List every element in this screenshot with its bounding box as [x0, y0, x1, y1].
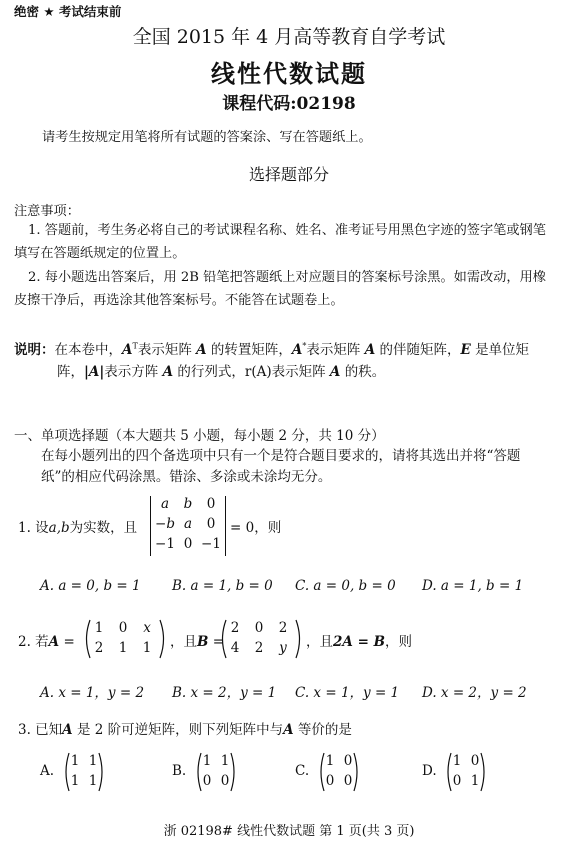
- question-2-matrix-B: [218, 618, 304, 660]
- matrix-cell: 1: [70, 753, 80, 769]
- answer-instruction: 请考生按规定用笔将所有试题的答案涂、写在答题纸上。: [42, 130, 372, 145]
- text: 等价的是: [297, 722, 352, 738]
- question-1-determinant: [150, 496, 226, 556]
- question-2-B-label: [170, 630, 224, 650]
- q3-option-c-label: C.: [295, 763, 310, 779]
- q3-option-b-matrix: [194, 751, 238, 793]
- q2-option-b: B. x = 2，y = 1: [172, 685, 277, 701]
- matrix-cell: 0: [118, 620, 128, 636]
- math-eq: =: [212, 634, 225, 650]
- matrix-cell: 0: [202, 773, 212, 789]
- matrix-cell: x: [143, 620, 151, 636]
- det-bar-left: [150, 496, 151, 556]
- question-2-matrix-A: [82, 618, 168, 660]
- matrix-cell: 2: [278, 620, 288, 636]
- confidential-mark: 绝密 ★ 考试结束前: [14, 4, 122, 19]
- matrix-cell: 0: [254, 620, 264, 636]
- matrix-cell: 1: [452, 753, 462, 769]
- math-A: A: [162, 364, 174, 380]
- math-abs-A: |A|: [84, 364, 105, 380]
- det-cell: 0: [206, 516, 216, 532]
- matrix-cell: 4: [230, 640, 240, 656]
- part-1-heading: 一、单项选择题（本大题共 5 小题，每小题 2 分，共 10 分）: [14, 428, 385, 444]
- det-cell: a: [183, 516, 193, 532]
- matrix-cell: 0: [220, 773, 230, 789]
- det-cell: b: [183, 496, 193, 512]
- text: ，且: [306, 634, 333, 650]
- page-footer: 浙 02198# 线性代数试题 第 1 页(共 3 页): [163, 824, 415, 839]
- text: 3. 已知: [18, 722, 63, 738]
- text: 表示矩阵: [137, 342, 192, 358]
- q3-option-a-label: A.: [40, 763, 55, 779]
- math-A: A: [291, 342, 303, 358]
- text: 的行列式，: [177, 364, 245, 380]
- matrix-cell: 1: [220, 753, 230, 769]
- q3-option-b-label: B.: [172, 763, 187, 779]
- text: 是单位矩: [475, 342, 530, 358]
- matrix-cell: y: [279, 640, 287, 656]
- text: 在本卷中，: [54, 342, 122, 358]
- matrix-cell: 0: [470, 753, 480, 769]
- paper-title: 线性代数试题: [211, 60, 367, 88]
- q1-option-c: C. a = 0, b = 0: [295, 578, 396, 594]
- q2-option-c: C. x = 1，y = 1: [295, 685, 400, 701]
- exam-name: 全国 2015 年 4 月高等教育自学考试: [132, 26, 446, 48]
- text: 阵，: [57, 364, 84, 380]
- matrix-cell: 2: [254, 640, 264, 656]
- math-A: A: [283, 722, 294, 738]
- text: 表示矩阵: [271, 364, 326, 380]
- matrix-cell: 1: [118, 640, 128, 656]
- math-A: A: [62, 722, 73, 738]
- question-1-stem-end: = 0，则: [230, 520, 282, 536]
- math-A: A: [122, 342, 133, 358]
- det-bar-right: [225, 496, 226, 556]
- det-cell: −1: [155, 536, 175, 552]
- text: 是 2 阶可逆矩阵，则下列矩阵中与: [76, 722, 284, 738]
- matrix-cell: 0: [452, 773, 462, 789]
- text: 表示矩阵: [306, 342, 361, 358]
- math-A: A: [329, 364, 341, 380]
- math-A: A: [48, 634, 60, 650]
- math-ab: a,b: [48, 520, 70, 536]
- part-1-instruction-line-1: 在每小题列出的四个备选项中只有一个是符合题目要求的，请将其选出并将“答题: [41, 448, 521, 464]
- text: 的伴随矩阵，: [379, 342, 461, 358]
- matrix-cell: 2: [94, 640, 104, 656]
- explanation-line-1: [14, 338, 529, 358]
- det-cell: 0: [206, 496, 216, 512]
- question-3-stem: [18, 718, 352, 738]
- math-E: E: [460, 342, 471, 358]
- notice-item-2-line-2: 皮擦干净后，再选涂其他答案标号。不能答在试题卷上。: [14, 293, 344, 308]
- text: 的秩。: [344, 364, 386, 380]
- math-A: A: [364, 342, 376, 358]
- matrix-cell: 1: [88, 773, 98, 789]
- q2-option-d: D. x = 2，y = 2: [422, 685, 527, 701]
- notice-item-1-line-1: 1. 答题前，考生务必将自己的考试课程名称、姓名、准考证号用黑色字迹的签字笔或钢笔: [28, 223, 546, 238]
- text: 表示方阵: [104, 364, 159, 380]
- matrix-cell: 1: [142, 640, 152, 656]
- q3-option-c-matrix: [317, 751, 361, 793]
- matrix-cell: 1: [470, 773, 480, 789]
- matrix-cell: 1: [202, 753, 212, 769]
- math-B: B: [197, 634, 209, 650]
- q1-option-d: D. a = 1, b = 1: [422, 578, 524, 594]
- text: 2. 若: [18, 634, 49, 650]
- q3-option-d-matrix: [444, 751, 488, 793]
- det-cell: a: [160, 496, 170, 512]
- text: 的转置矩阵，: [210, 342, 292, 358]
- course-code: 课程代码:02198: [222, 94, 356, 114]
- q2-option-a: A. x = 1，y = 2: [40, 685, 145, 701]
- matrix-cell: 0: [343, 773, 353, 789]
- text: ，且: [170, 634, 197, 650]
- question-2-stem: [18, 630, 75, 650]
- q1-option-b: B. a = 1, b = 0: [172, 578, 273, 594]
- text: ，则: [385, 634, 412, 650]
- section-title: 选择题部分: [248, 165, 329, 184]
- math-eq: =: [63, 634, 75, 650]
- math-sup-star: *: [302, 341, 307, 351]
- notice-item-1-line-2: 填写在答题纸规定的位置上。: [14, 246, 186, 261]
- question-2-stem-end: [306, 630, 412, 650]
- math-2A-eq-B: 2A = B: [333, 634, 385, 650]
- math-A: A: [196, 342, 207, 358]
- notice-item-2-line-1: 2. 每小题选出答案后，用 2B 铅笔把答题纸上对应题目的答案标号涂黑。如需改动，用橡: [28, 270, 546, 285]
- math-sup-T: T: [132, 341, 138, 351]
- matrix-cell: 0: [343, 753, 353, 769]
- matrix-cell: 1: [70, 773, 80, 789]
- matrix-cell: 1: [88, 753, 98, 769]
- math-rank-A: r(A): [244, 364, 272, 380]
- det-cell: −1: [201, 536, 221, 552]
- part-1-instruction-line-2: 纸”的相应代码涂黑。错涂、多涂或未涂均无分。: [41, 469, 332, 485]
- matrix-cell: 2: [230, 620, 240, 636]
- q3-option-d-label: D.: [422, 763, 437, 779]
- det-cell: −b: [155, 516, 175, 532]
- question-1-stem: [18, 516, 137, 536]
- matrix-cell: 0: [325, 773, 335, 789]
- text: 为实数，且: [69, 520, 138, 536]
- explanation-label: 说明：: [14, 342, 55, 358]
- text: 1. 设: [18, 520, 49, 536]
- q1-option-a: A. a = 0, b = 1: [40, 578, 141, 594]
- q3-option-a-matrix: [62, 751, 106, 793]
- matrix-cell: 1: [94, 620, 104, 636]
- det-cell: 0: [183, 536, 193, 552]
- notice-heading: 注意事项：: [14, 204, 80, 219]
- matrix-cell: 1: [325, 753, 335, 769]
- explanation-line-2: [57, 360, 385, 380]
